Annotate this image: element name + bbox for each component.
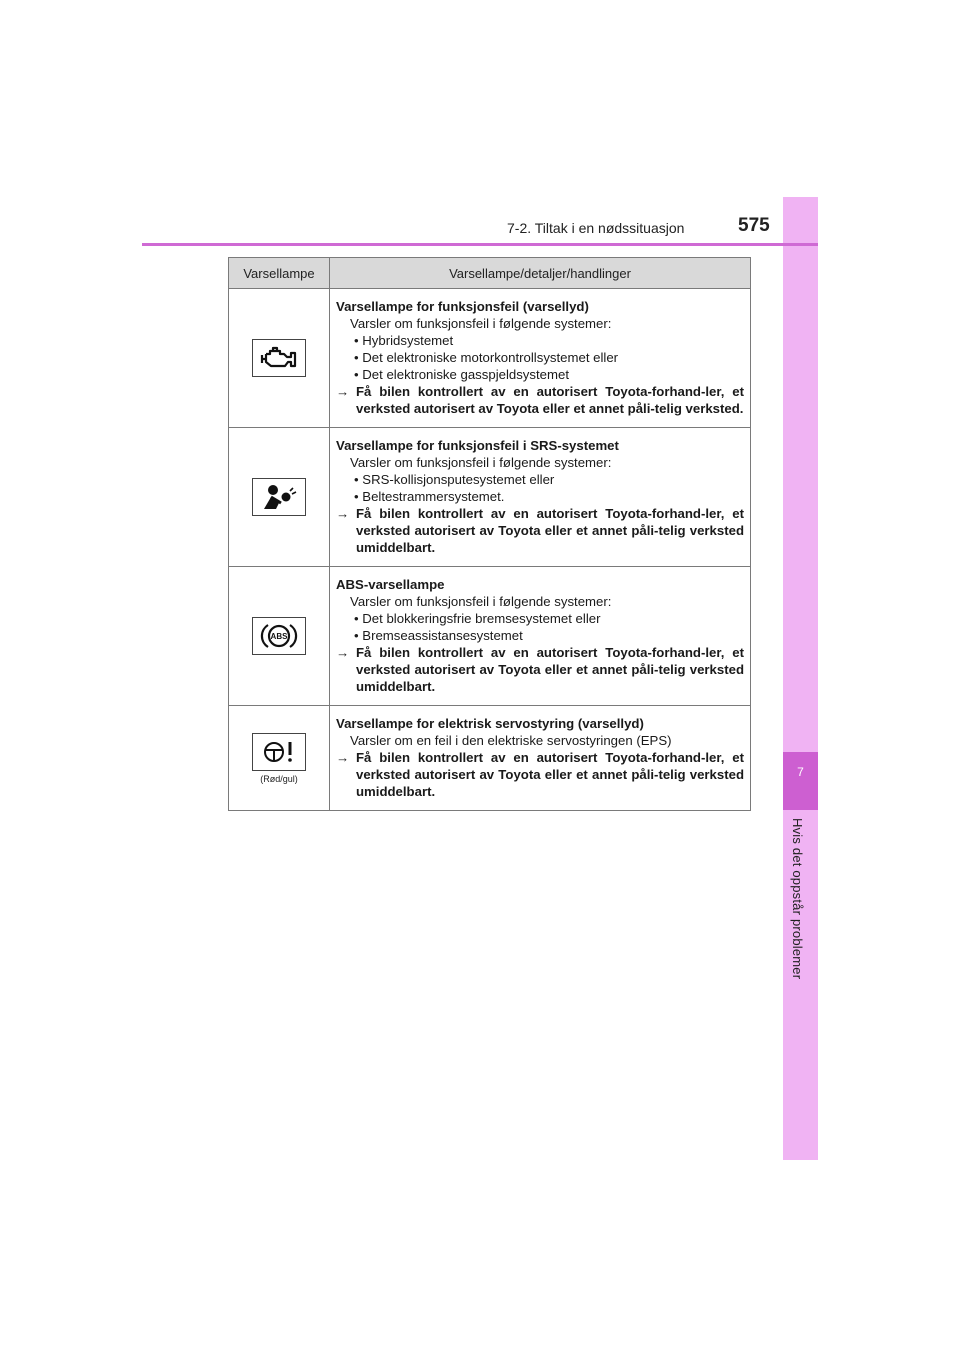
table-row (229, 706, 751, 811)
action-text: Få bilen kontrollert av en autorisert Toyota-forhand-ler, et verksted autorisert av Toyota eller et annet påli-telig verksted. (356, 384, 744, 416)
warning-title: Varsellampe for funksjonsfeil (varsellyd) (336, 299, 589, 314)
details-cell (330, 706, 751, 811)
action-line (336, 749, 744, 800)
warning-title: Varsellampe for funksjonsfeil i SRS-systemet (336, 438, 619, 453)
action-text: Få bilen kontrollert av en autorisert Toyota-forhand-ler, et verksted autorisert av Toyota eller et annet påli-telig verksted umiddelbart. (356, 506, 744, 555)
column-header-lamp: Varsellampe (229, 258, 330, 289)
icon-cell (229, 428, 330, 567)
arrow-icon: → (336, 506, 350, 521)
details-cell (330, 289, 751, 428)
warning-lights-table (228, 257, 751, 811)
list-item: • Beltestrammersystemet. (354, 489, 505, 504)
warning-intro: Varsler om en feil i den elektriske servostyringen (EPS) (350, 733, 672, 748)
section-title: 7-2. Tiltak i en nødssituasjon (507, 220, 685, 236)
chapter-side-tab (783, 197, 818, 1160)
arrow-icon: → (336, 384, 350, 399)
warning-title: ABS-varsellampe (336, 577, 445, 592)
warning-title: Varsellampe for elektrisk servostyring (varsellyd) (336, 716, 644, 731)
list-item: • Det blokkeringsfrie bremsesystemet eller (354, 611, 601, 626)
action-line (336, 383, 744, 417)
header-divider (142, 243, 818, 246)
action-text: Få bilen kontrollert av en autorisert Toyota-forhand-ler, et verksted autorisert av Toyota eller et annet påli-telig verksted umiddelbart. (356, 645, 744, 694)
page-number: 575 (738, 215, 770, 236)
table-row (229, 289, 751, 428)
arrow-icon: → (336, 750, 350, 765)
list-item: • Det elektroniske gasspjeldsystemet (354, 367, 569, 382)
icon-cell (229, 289, 330, 428)
list-item: • Bremseassistansesystemet (354, 628, 523, 643)
icon-cell (229, 706, 330, 811)
engine-warning-icon (252, 339, 306, 377)
table-header-row (229, 258, 751, 289)
warning-intro: Varsler om funksjonsfeil i følgende systemer: (350, 594, 612, 609)
chapter-number-tab[interactable] (783, 752, 818, 810)
srs-airbag-icon (252, 478, 306, 516)
details-cell (330, 567, 751, 706)
chapter-title: Hvis det oppstår problemer (790, 818, 805, 980)
action-text: Få bilen kontrollert av en autorisert Toyota-forhand-ler, et verksted autorisert av Toyota eller et annet påli-telig verksted umiddelbart. (356, 750, 744, 799)
power-steering-icon (252, 733, 306, 771)
details-cell (330, 428, 751, 567)
abs-icon-text: ABS (270, 631, 288, 641)
chapter-number: 7 (797, 765, 804, 779)
action-line (336, 644, 744, 695)
action-line (336, 505, 744, 556)
arrow-icon: → (336, 645, 350, 660)
abs-icon (252, 617, 306, 655)
warning-intro: Varsler om funksjonsfeil i følgende systemer: (350, 316, 612, 331)
list-item: • Hybridsystemet (354, 333, 454, 348)
list-item: • Det elektroniske motorkontrollsystemet eller (354, 350, 619, 365)
list-item: • SRS-kollisjonsputesystemet eller (354, 472, 555, 487)
icon-color-note: (Rød/gul) (260, 773, 298, 784)
table-row (229, 428, 751, 567)
table-row (229, 567, 751, 706)
warning-intro: Varsler om funksjonsfeil i følgende systemer: (350, 455, 612, 470)
icon-cell (229, 567, 330, 706)
column-header-details: Varsellampe/detaljer/handlinger (330, 258, 751, 289)
